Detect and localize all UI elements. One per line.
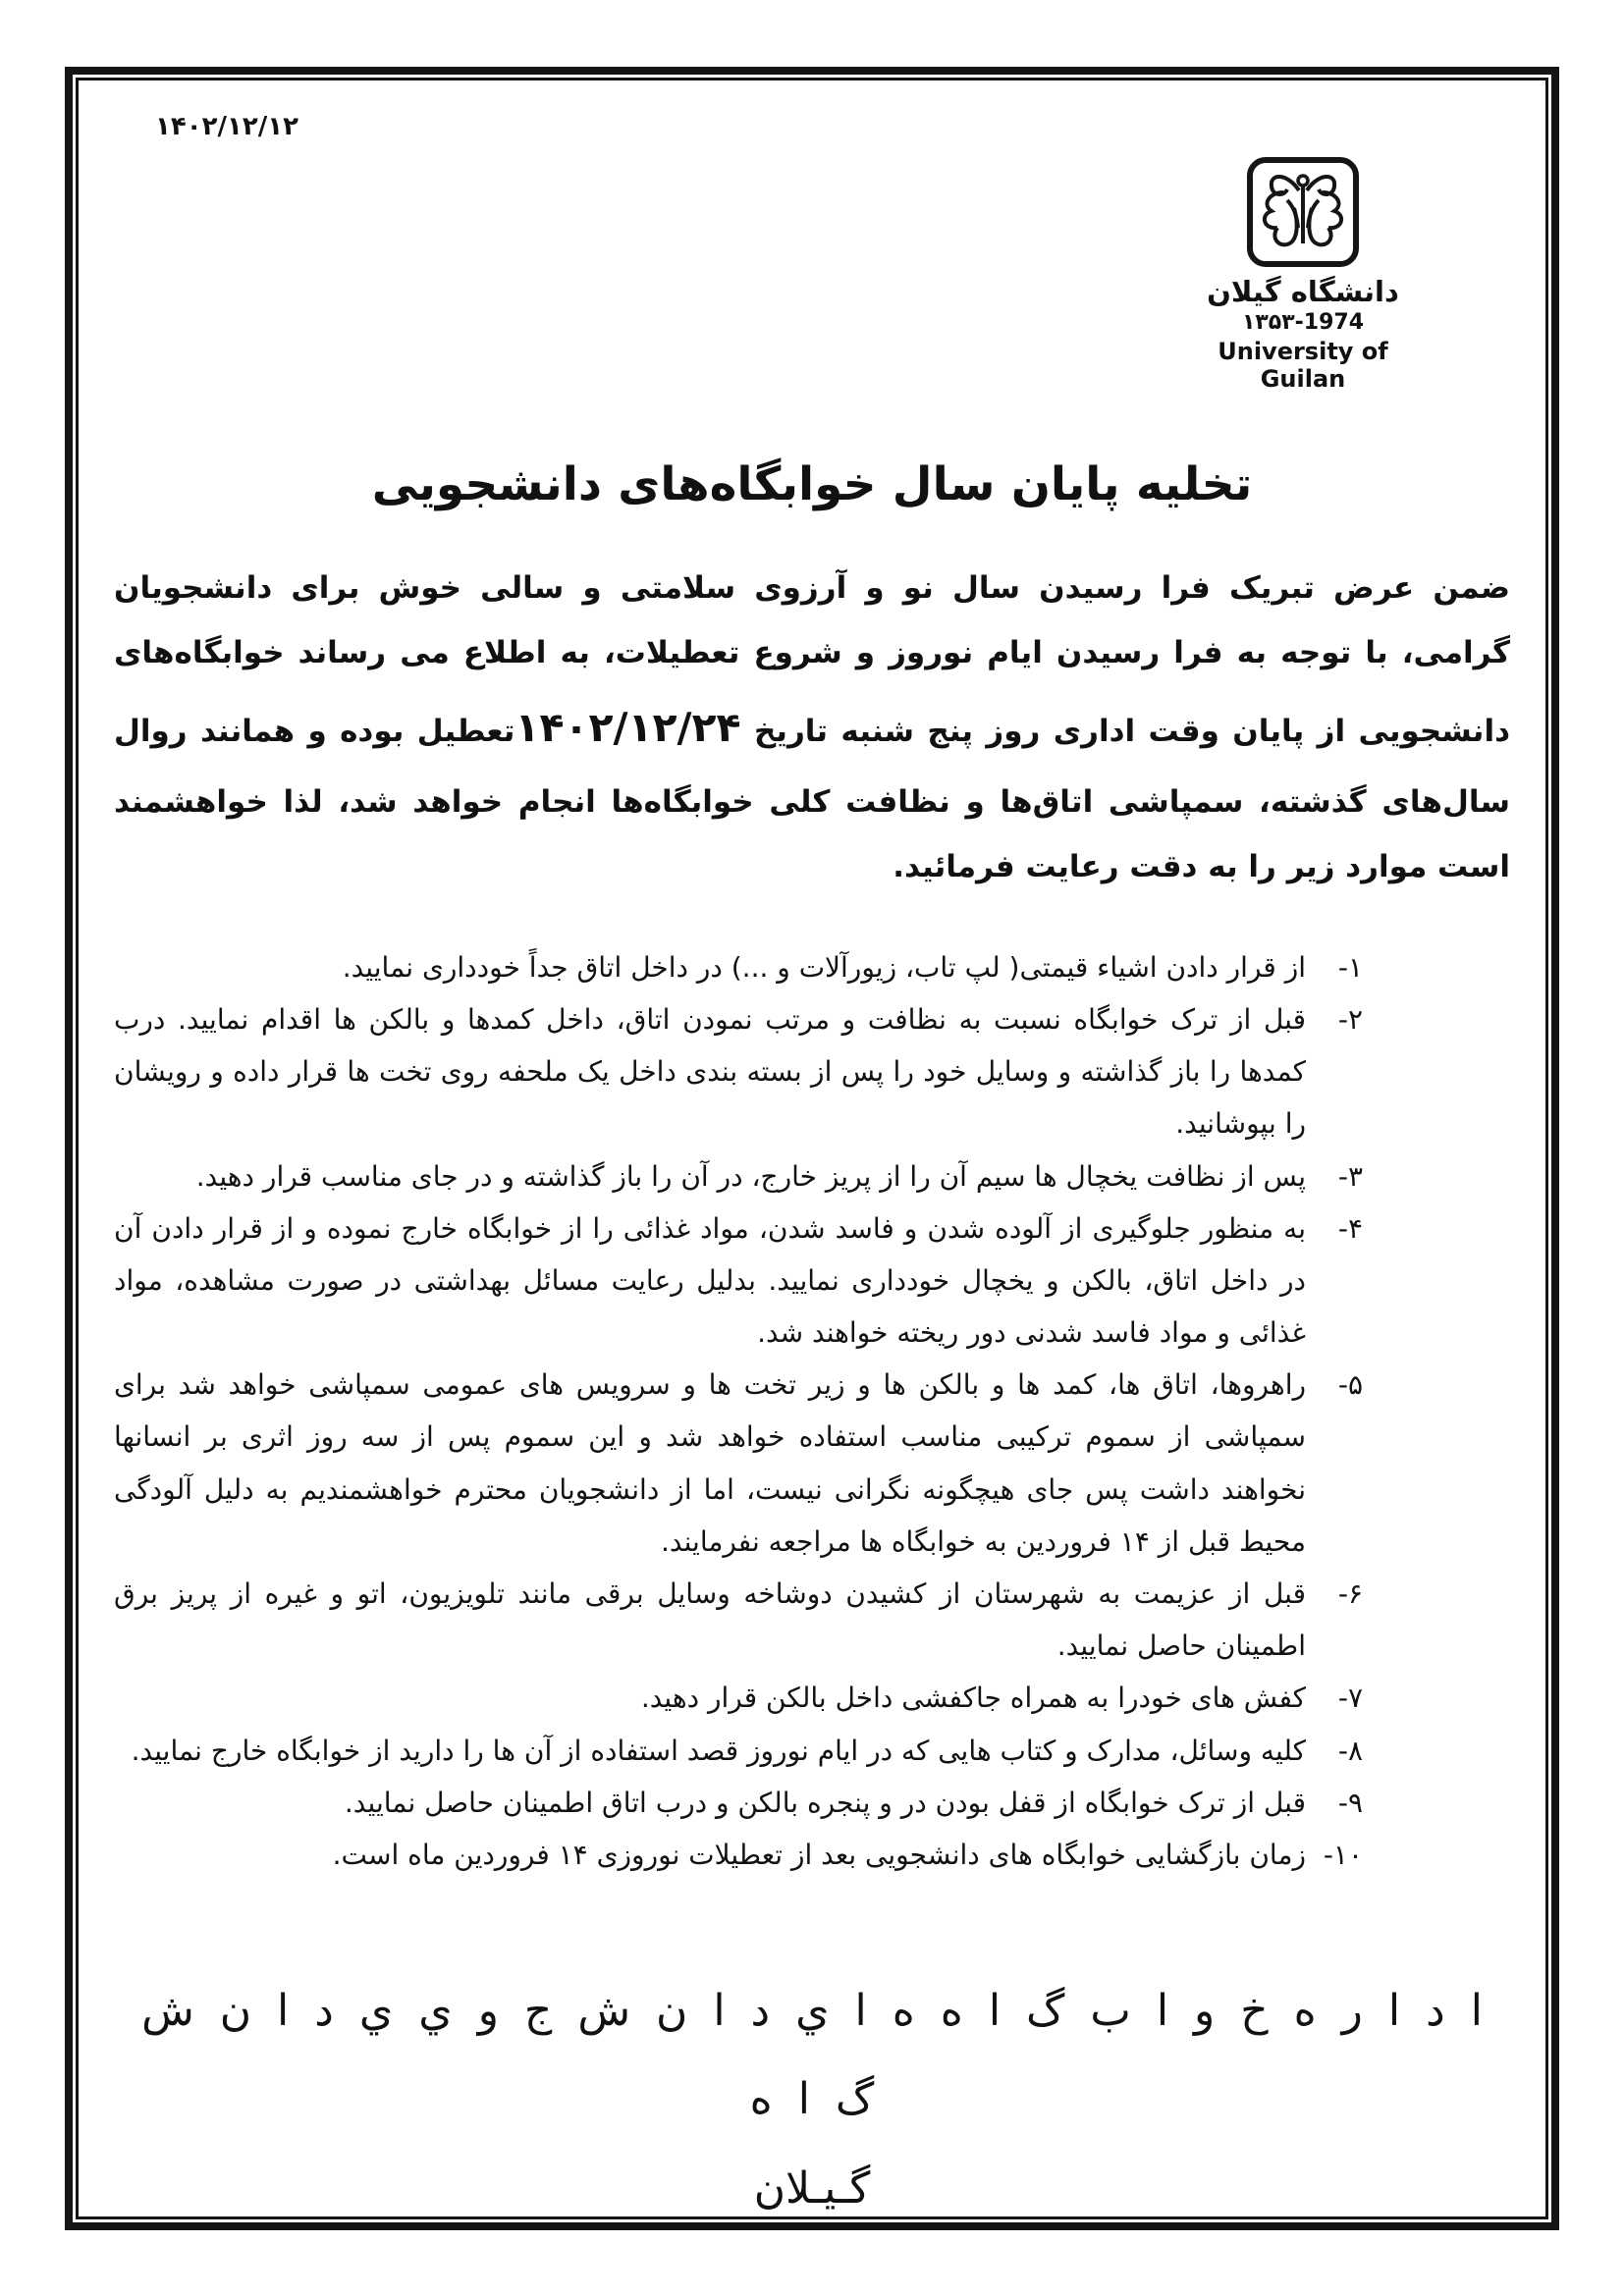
item-number: ۶- <box>1337 1577 1363 1611</box>
intro-text-after-date: تعطیل بوده و همانند روال سال‌های گذشته، سمپاشی اتاق‌ها و نظافت کلی خوابگاه‌ها انجام خواهد شد، لذا خواهشمند است موارد زیر را به دقت رعایت فرمائید. <box>114 714 1510 885</box>
item-text: زمان بازگشایی خوابگاه های دانشجویی بعد از تعطیلات نوروزی ۱۴ فروردین ماه است. <box>332 1838 1306 1871</box>
item-text: قبل از ترک خوابگاه نسبت به نظافت و مرتب نمودن اتاق، داخل کمدها و بالکن ها اقدام نمایید. درب کمدها را باز گذاشته و وسایل خود را پس از بسته بندی داخل یک ملحفه روی تخت ها قرار داده و رویشان را بپوشانید. <box>114 1002 1306 1141</box>
item-number: ۱- <box>1337 950 1363 984</box>
list-item <box>114 1829 1363 1881</box>
logo-block <box>114 155 1510 393</box>
item-number: ۵- <box>1337 1368 1363 1402</box>
logo-name-english: University of Guilan <box>1218 338 1388 393</box>
page-border-inner-rule <box>76 78 1548 2219</box>
item-text: کفش های خودرا به همراه جاکفشی داخل بالکن قرار دهید. <box>640 1682 1306 1715</box>
instructions-list <box>114 941 1363 1881</box>
intro-paragraph <box>114 557 1510 900</box>
item-text: به منظور جلوگیری از آلوده شدن و فاسد شدن، مواد غذائی را از خوابگاه خارج نموده و از قرار دادن آن در داخل اتاق، بالکن و یخچال خودداری نمایید. بدلیل رعایت مسائل بهداشتی در صورت مشاهده، مواد غذائی و مواد فاسد شدنی دور ریخته خواهند شد. <box>114 1211 1306 1350</box>
logo-founding-years: ۱۳۵۳-1974 <box>1241 310 1365 335</box>
item-number: ۲- <box>1337 1002 1363 1036</box>
signature-line1: ا د ا ر ه خ و ا ب گ ا ه ه ا ي د ا ن ش ج و ي ي د ا ن ش گ ا ه <box>141 1986 1483 2125</box>
list-item <box>114 993 1363 1150</box>
university-emblem-icon <box>1244 155 1362 271</box>
list-item <box>114 1568 1363 1672</box>
list-item <box>114 1672 1363 1724</box>
item-text: راهروها، اتاق ها، کمد ها و بالکن ها و زیر تخت ها و سرویس های عمومی سمپاشی خواهد شد برای سمپاشی از سموم ترکیبی مناسب استفاده خواهد شد و این سموم پس از سه روز اثری بر انسانها نخواهند داشت پس جای هیچگونه نگرانی نیست، اما از دانشجویان محترم خواهشمندیم به دلیل آلودگی محیط قبل از ۱۴ فروردین به خوابگاه ها مراجعه نفرمایند. <box>114 1368 1306 1558</box>
item-number: ۴- <box>1337 1211 1363 1245</box>
intro-text-before-date: ضمن عرض تبریک فرا رسیدن سال نو و آرزوی سلامتی و سالی خوش برای دانشجویان گرامی، با توجه به فرا رسیدن ایام نوروز و شروع تعطیلات، به اطلاع می رساند خوابگاه‌های دانشجویی از پایان وقت اداری روز پنج شنبه تاریخ <box>114 570 1510 750</box>
signature-line2: گـيـلان <box>753 2163 871 2214</box>
logo-calligraphy-fa: دانشگاه گیلان <box>1207 275 1399 308</box>
list-item <box>114 1359 1363 1568</box>
item-number: ۷- <box>1337 1682 1363 1715</box>
item-text: پس از نظافت یخچال ها سیم آن را از پریز خارج، در آن را باز گذاشته و در جای مناسب قرار دهید. <box>195 1159 1306 1193</box>
item-text: قبل از ترک خوابگاه از قفل بودن در و پنجره بالکن و درب اتاق اطمینان حاصل نمایید. <box>344 1786 1306 1819</box>
document-date: ۱۴۰۲/۱۲/۱۲ <box>155 112 298 141</box>
list-item <box>114 941 1363 993</box>
item-number: ۳- <box>1337 1159 1363 1193</box>
intro-deadline-date: ۱۴۰۲/۱۲/۲۴ <box>514 704 741 752</box>
list-item <box>114 1150 1363 1202</box>
list-item <box>114 1202 1363 1360</box>
item-number: ۹- <box>1337 1786 1363 1819</box>
item-text: از قرار دادن اشیاء قیمتی( لپ تاب، زیورآلات و ...) در داخل اتاق جداً خودداری نمایید. <box>342 950 1306 984</box>
document-content <box>79 80 1545 2216</box>
item-number: ۱۰- <box>1323 1838 1363 1871</box>
list-item <box>114 1777 1363 1829</box>
list-item <box>114 1725 1363 1777</box>
item-number: ۸- <box>1337 1734 1363 1767</box>
page-border-frame <box>65 67 1559 2230</box>
page-title: تخلیه پایان سال خوابگاه‌های دانشجویی <box>371 457 1253 511</box>
signature-block <box>114 1967 1510 2219</box>
item-text: قبل از عزیمت به شهرستان از کشیدن دوشاخه وسایل برقی مانند تلویزیون، اتو و غیره از پریز برق اطمینان حاصل نمایید. <box>114 1577 1306 1663</box>
item-text: کلیه وسائل، مدارک و کتاب هایی که در ایام نوروز قصد استفاده از آن ها را دارید از خوابگاه خارج نمایید. <box>131 1734 1306 1767</box>
